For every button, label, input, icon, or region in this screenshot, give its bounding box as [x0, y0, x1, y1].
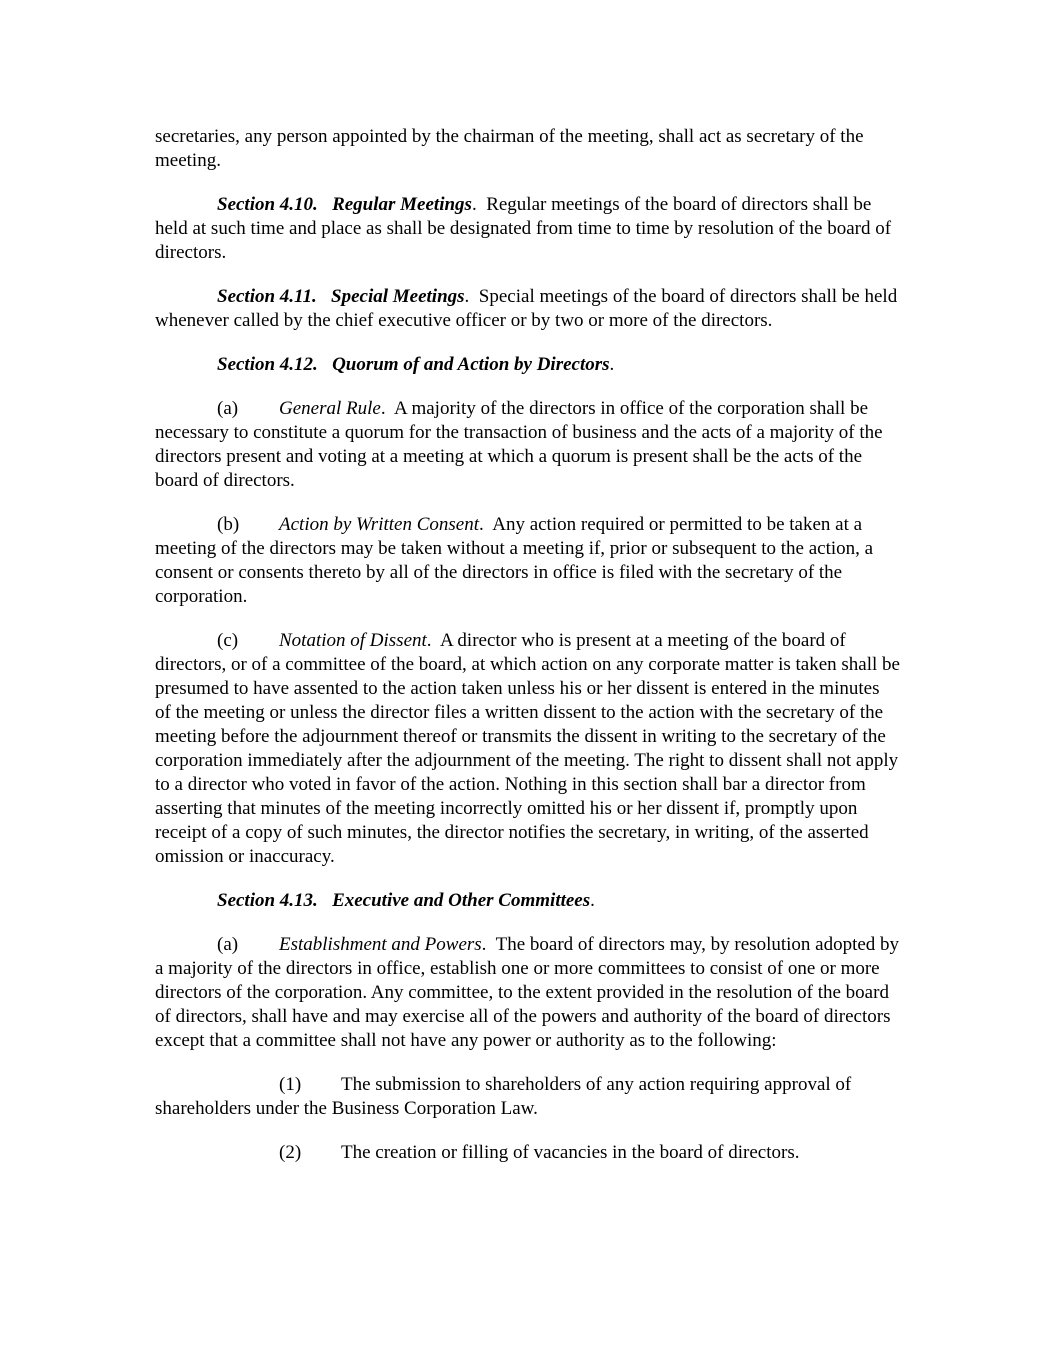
- subsection-title: General Rule: [279, 398, 381, 419]
- list-item-body: The creation or filling of vacancies in the board of directors.: [341, 1142, 800, 1163]
- section-4-11: Section 4.11. Special Meetings. Special meetings of the board of directors shall be held whenever called by the chief executive officer or by two or more of the directors.: [155, 286, 898, 331]
- list-item-2: (2) The creation or filling of vacancies in the board of directors.: [279, 1142, 800, 1163]
- subsection-title: Notation of Dissent: [279, 630, 427, 651]
- subsection-4-12-a: (a) General Rule. A majority of the directors in office of the corporation shall be necessary to constitute a quorum for the transaction of business and the acts of a majority of the directors present and voting at a meeting at which a quorum is present shall be the acts of the board of directors.: [155, 398, 883, 491]
- paragraph-continuation: secretaries, any person appointed by the chairman of the meeting, shall act as secretary of the meeting.: [155, 126, 864, 171]
- section-heading: Section 4.11. Special Meetings: [217, 286, 465, 307]
- subsection-body: A majority of the directors in office of the corporation shall be necessary to constitute a quorum for the transaction of business and the acts of a majority of the directors present and voting at a meeting at which a quorum is present shall be the acts of the board of directors.: [155, 398, 883, 491]
- section-heading: Section 4.12. Quorum of and Action by Directors: [217, 354, 610, 375]
- section-4-10: Section 4.10. Regular Meetings. Regular meetings of the board of directors shall be held at such time and place as shall be designated from time to time by resolution of the board of directors.: [155, 194, 892, 263]
- section-body: Special meetings of the board of directors shall be held whenever called by the chief executive officer or by two or more of the directors.: [155, 286, 898, 331]
- section-4-12: Section 4.12. Quorum of and Action by Directors.: [217, 354, 615, 375]
- document-page: [155, 125, 900, 1185]
- list-item-1: (1) The submission to shareholders of any action requiring approval of shareholders under the Business Corporation Law.: [155, 1074, 852, 1119]
- subsection-4-12-c: (c) Notation of Dissent. A director who is present at a meeting of the board of directors, or of a committee of the board, at which action on any corporate matter is taken shall be presumed to have assented to the action taken unless his or her dissent is entered in the minutes of the meeting or unless the director files a written dissent to the action with the secretary of the meeting before the adjournment thereof or transmits the dissent in writing to the secretary of the corporation immediately after the adjournment of the meeting. The right to dissent shall not apply to a director who voted in favor of the action. Nothing in this section shall bar a director from asserting that minutes of the meeting incorrectly omitted his or her dissent if, promptly upon receipt of a copy of such minutes, the director notifies the secretary, in writing, of the asserted omission or inaccuracy.: [155, 630, 900, 867]
- subsection-4-12-b: (b) Action by Written Consent. Any action required or permitted to be taken at a meeting of the directors may be taken without a meeting if, prior or subsequent to the action, a consent or consents thereto by all of the directors in office is filed with the secretary of the corporation.: [155, 514, 874, 607]
- section-body: Regular meetings of the board of directors shall be held at such time and place as shall be designated from time to time by resolution of the board of directors.: [155, 194, 892, 263]
- subsection-body: A director who is present at a meeting of the board of directors, or of a committee of the board, at which action on any corporate matter is taken shall be presumed to have assented to the action taken unless his or her dissent is entered in the minutes of the meeting or unless the director files a written dissent to the action with the secretary of the meeting before the adjournment thereof or transmits the dissent in writing to the secretary of the corporation immediately after the adjournment of the meeting. The right to dissent shall not apply to a director who voted in favor of the action. Nothing in this section shall bar a director from asserting that minutes of the meeting incorrectly omitted his or her dissent if, promptly upon receipt of a copy of such minutes, the director notifies the secretary, in writing, of the asserted omission or inaccuracy.: [155, 630, 900, 867]
- subsection-4-13-a: (a) Establishment and Powers. The board of directors may, by resolution adopted by a majority of the directors in office, establish one or more committees to consist of one or more directors of the corporation. Any committee, to the extent provided in the resolution of the board of directors, shall have and may exercise all of the powers and authority of the board of directors except that a committee shall not have any power or authority as to the following:: [155, 934, 900, 1051]
- subsection-body: Any action required or permitted to be taken at a meeting of the directors may be taken without a meeting if, prior or subsequent to the action, a consent or consents thereto by all of the directors in office is filed with the secretary of the corporation.: [155, 514, 874, 607]
- list-item-body: The submission to shareholders of any action requiring approval of shareholders under the Business Corporation Law.: [155, 1074, 852, 1119]
- subsection-title: Action by Written Consent: [279, 514, 480, 535]
- section-heading: Section 4.13. Executive and Other Committees: [217, 890, 591, 911]
- subsection-title: Establishment and Powers: [279, 934, 482, 955]
- subsection-body: The board of directors may, by resolution adopted by a majority of the directors in office, establish one or more committees to consist of one or more directors of the corporation. Any committee, to the extent provided in the resolution of the board of directors, shall have and may exercise all of the powers and authority of the board of directors except that a committee shall not have any power or authority as to the following:: [155, 934, 900, 1051]
- section-heading: Section 4.10. Regular Meetings: [217, 194, 472, 215]
- section-4-13: Section 4.13. Executive and Other Committees.: [217, 890, 595, 911]
